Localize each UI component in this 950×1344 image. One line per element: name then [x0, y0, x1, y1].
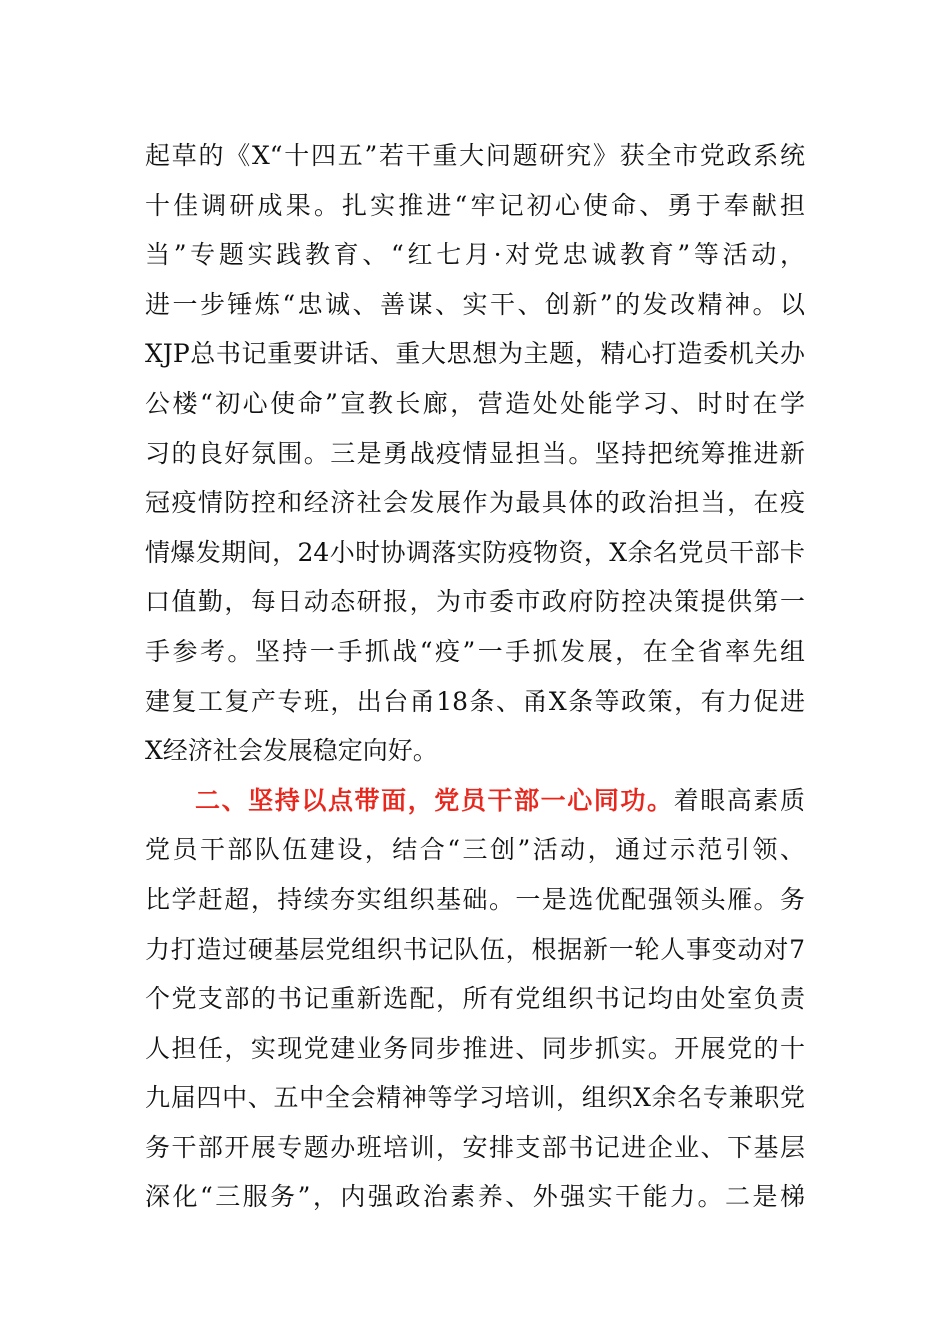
text-line: 人担任，实现党建业务同步推进、同步抓实。开展党的十: [145, 1033, 805, 1063]
text-line: 当”专题实践教育、“红七月·对党忠诚教育”等活动，: [145, 240, 805, 270]
text-line: 个党支部的书记重新选配，所有党组织书记均由处室负责: [145, 984, 805, 1014]
section-heading: 二、坚持以点带面，党员干部一心同功。: [195, 785, 674, 815]
text-line: 起草的《X“十四五”若干重大问题研究》获全市党政系统: [145, 141, 805, 170]
text-line: 比学赶超，持续夯实组织基础。一是选优配强领头雁。务: [145, 884, 805, 914]
section-heading-line: [145, 776, 805, 826]
text-line: 习的良好氛围。三是勇战疫情显担当。坚持把统筹推进新: [145, 438, 805, 468]
text-line: 手参考。坚持一手抓战“疫”一手抓发展，在全省率先组: [145, 636, 805, 666]
text-line: 建复工复产专班，出台甬18条、甬X条等政策，有力促进: [145, 686, 805, 716]
document-body: [145, 131, 805, 1222]
text-line: 深化“三服务”，内强政治素养、外强实干能力。二是梯: [145, 1182, 805, 1212]
text-line: 务干部开展专题办班培训，安排支部书记进企业、下基层: [145, 1132, 805, 1162]
text-line: 进一步锤炼“忠诚、善谋、实干、创新”的发改精神。以: [145, 289, 805, 319]
text-line: XJP总书记重要讲话、重大思想为主题，精心打造委机关办: [145, 339, 805, 369]
text-line: X经济社会发展稳定向好。: [145, 736, 438, 766]
paragraph-2: [145, 776, 805, 1222]
text-line: 冠疫情防控和经济社会发展作为最具体的政治担当，在疫: [145, 488, 805, 518]
text-fragment: 着眼高素质: [673, 785, 805, 815]
text-line: 党员干部队伍建设，结合“三创”活动，通过示范引领、: [145, 835, 805, 865]
text-line: 情爆发期间，24小时协调落实防疫物资，X余名党员干部卡: [145, 537, 805, 567]
text-line: 力打造过硬基层党组织书记队伍，根据新一轮人事变动对7: [145, 934, 805, 964]
text-line: 口值勤，每日动态研报，为市委市政府防控决策提供第一: [145, 587, 805, 617]
text-line: 公楼“初心使命”宣教长廊，营造处处能学习、时时在学: [145, 388, 805, 418]
paragraph-1: [145, 131, 805, 776]
text-line: 九届四中、五中全会精神等学习培训，组织X余名专兼职党: [145, 1083, 805, 1113]
text-line: 十佳调研成果。扎实推进“牢记初心使命、勇于奉献担: [145, 190, 805, 220]
